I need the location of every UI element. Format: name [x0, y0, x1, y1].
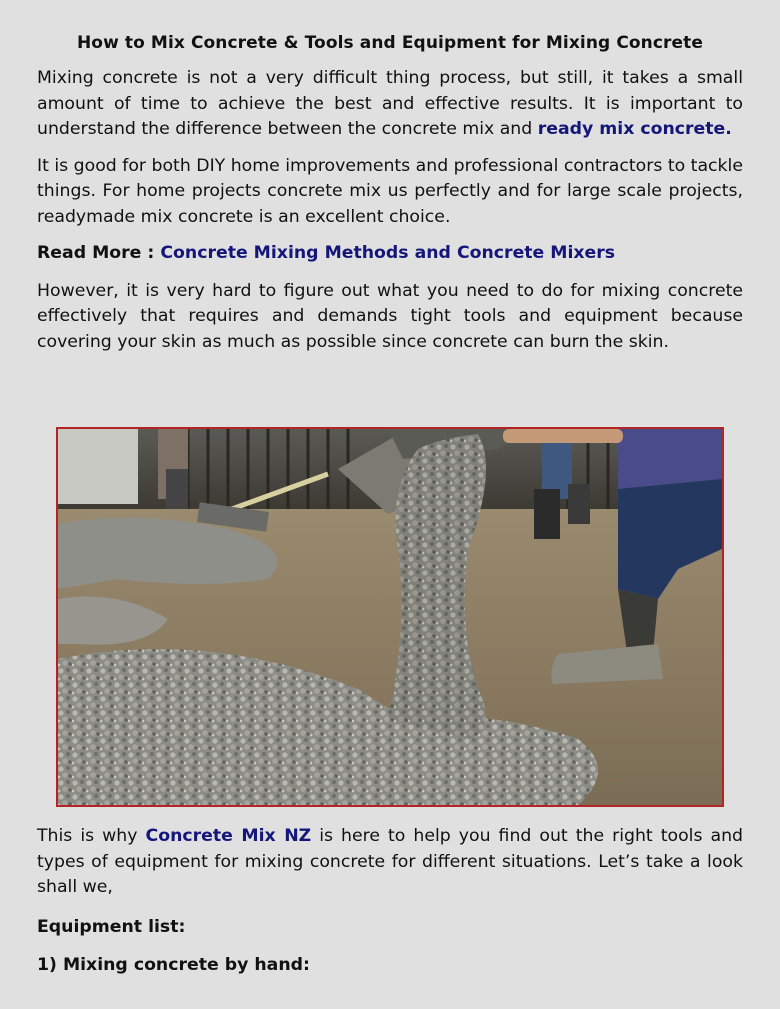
after-photo-section	[37, 824, 743, 991]
equipment-list-heading: Equipment list:	[37, 916, 186, 937]
nz-text-before: This is why	[37, 826, 146, 846]
concrete-mix-nz-paragraph	[37, 824, 743, 901]
document-body	[37, 30, 743, 366]
concrete-mix-nz-link[interactable]: Concrete Mix NZ	[145, 826, 312, 846]
concrete-pouring-illustration	[58, 429, 722, 805]
skin-warning-paragraph: However, it is very hard to figure out what you need to do for mixing concrete effectively that requires and demands tight tools and equipment because covering your skin as much as possible since concrete can burn the skin.	[37, 280, 743, 352]
mixing-by-hand-heading: 1) Mixing concrete by hand:	[37, 954, 310, 975]
read-more-label: Read More :	[37, 243, 161, 263]
page-title: How to Mix Concrete & Tools and Equipment for Mixing Concrete	[76, 33, 704, 53]
ready-mix-concrete-link[interactable]: ready mix concrete.	[537, 119, 732, 139]
read-more-line	[37, 241, 743, 267]
concrete-pouring-photo	[56, 427, 724, 807]
intro-paragraph	[37, 66, 743, 143]
intro-text: Mixing concrete is not a very difficult thing process, but still, it takes a small amount of time to achieve the best and effective results. It is important to understand the difference between the concrete mix and	[37, 68, 743, 139]
diy-paragraph: It is good for both DIY home improvements and professional contractors to tackle things. For home projects concrete mix us perfectly and for large scale projects, readymade mix concrete is an excellent choice.	[37, 155, 743, 227]
nz-text-after: is here to help you find out the right tools and types of equipment for mixing concrete for different situations. Let’s take a look shall we,	[37, 826, 743, 897]
concrete-mixing-methods-link[interactable]: Concrete Mixing Methods and Concrete Mixers	[160, 243, 616, 263]
